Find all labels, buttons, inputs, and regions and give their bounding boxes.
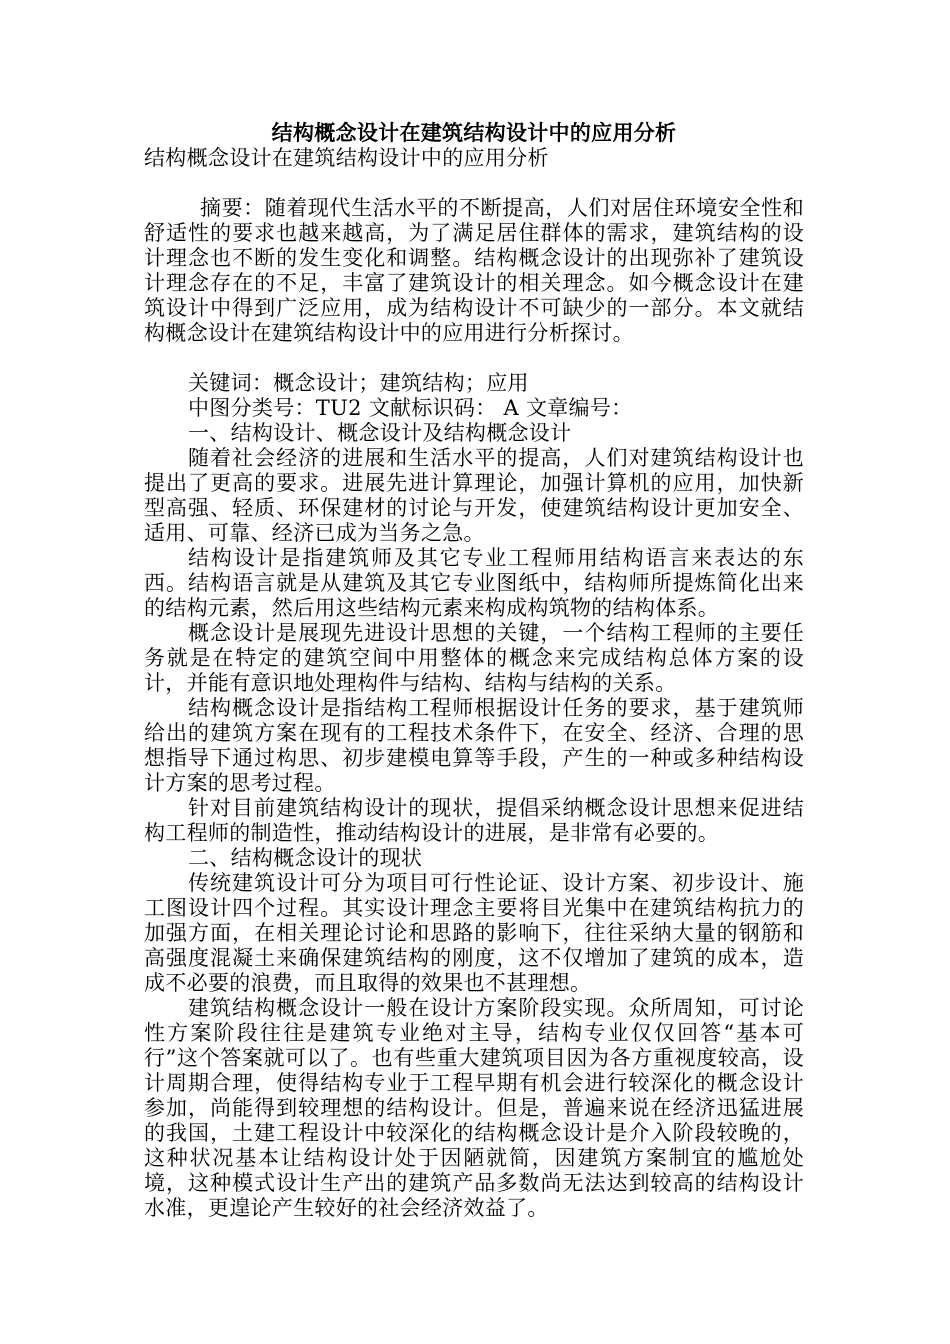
section-heading-1: 一、结构设计、概念设计及结构概念设计 bbox=[188, 421, 572, 445]
classification-line: 中图分类号：TU2 文献标识码： A 文章编号： bbox=[188, 396, 633, 420]
body-paragraph: 结构设计是指建筑师及其它专业工程师用结构语言来表达的东西。结构语言就是从建筑及其它专业图纸中，结构师所提炼简化出来的结构元素，然后用这些结构元素来构成构筑物的结构体系。 bbox=[144, 546, 804, 620]
section-heading-2: 二、结构概念设计的现状 bbox=[188, 846, 423, 870]
document-title: 结构概念设计在建筑结构设计中的应用分析 bbox=[271, 120, 677, 145]
body-paragraph: 结构概念设计是指结构工程师根据设计任务的要求，基于建筑师给出的建筑方案在现有的工程技术条件下，在安全、经济、合理的思想指导下通过构思、初步建模电算等手段，产生的一种或多种结构设计方案的思考过程。 bbox=[144, 696, 804, 795]
body-paragraph: 针对目前建筑结构设计的现状，提倡采纳概念设计思想来促进结构工程师的制造性，推动结构设计的进展，是非常有必要的。 bbox=[144, 796, 804, 845]
abstract-paragraph: 摘要：随着现代生活水平的不断提高，人们对居住环境安全性和舒适性的要求也越来越高，为了满足居住群体的需求，建筑结构的设计理念也不断的发生变化和调整。结构概念设计的出现弥补了建筑设计理念存在的不足，丰富了建筑设计的相关理念。如今概念设计在建筑设计中得到广泛应用，成为结构设计不可缺少的一部分。本文就结构概念设计在建筑结构设计中的应用进行分析探讨。 bbox=[144, 196, 804, 345]
body-paragraph: 随着社会经济的进展和生活水平的提高，人们对建筑结构设计也提出了更高的要求。进展先进计算理论，加强计算机的应用，加快新型高强、轻质、环保建材的讨论与开发，使建筑结构设计更加安全、适用、可靠、经济已成为当务之急。 bbox=[144, 446, 804, 545]
body-paragraph: 建筑结构概念设计一般在设计方案阶段实现。众所周知，可讨论性方案阶段往往是建筑专业绝对主导，结构专业仅仅回答“基本可行”这个答案就可以了。也有些重大建筑项目因为各方重视度较高，设计周期合理，使得结构专业于工程早期有机会进行较深化的概念设计参加，尚能得到较理想的结构设计。但是，普遍来说在经济迅猛进展的我国，土建工程设计中较深化的结构概念设计是介入阶段较晚的，这种状况基本让结构设计处于因陋就简，因建筑方案制宜的尴尬处境，这种模式设计生产出的建筑产品多数尚无法达到较高的结构设计水准，更遑论产生较好的社会经济效益了。 bbox=[144, 996, 804, 1220]
spacer bbox=[144, 346, 804, 371]
body-paragraph: 传统建筑设计可分为项目可行性论证、设计方案、初步设计、施工图设计四个过程。其实设计理念主要将目光集中在建筑结构抗力的加强方面，在相关理论讨论和思路的影响下，往往采纳大量的钢筋和高强度混凝土来确保建筑结构的刚度，这不仅增加了建筑的成本，造成不必要的浪费，而且取得的效果也不甚理想。 bbox=[144, 871, 804, 995]
document-subtitle: 结构概念设计在建筑结构设计中的应用分析 bbox=[144, 146, 549, 170]
document-body bbox=[144, 120, 804, 1221]
body-paragraph: 概念设计是展现先进设计思想的关键，一个结构工程师的主要任务就是在特定的建筑空间中用整体的概念来完成结构总体方案的设计，并能有意识地处理构件与结构、结构与结构的关系。 bbox=[144, 621, 804, 695]
keywords-line: 关键词：概念设计；建筑结构；应用 bbox=[188, 371, 529, 395]
